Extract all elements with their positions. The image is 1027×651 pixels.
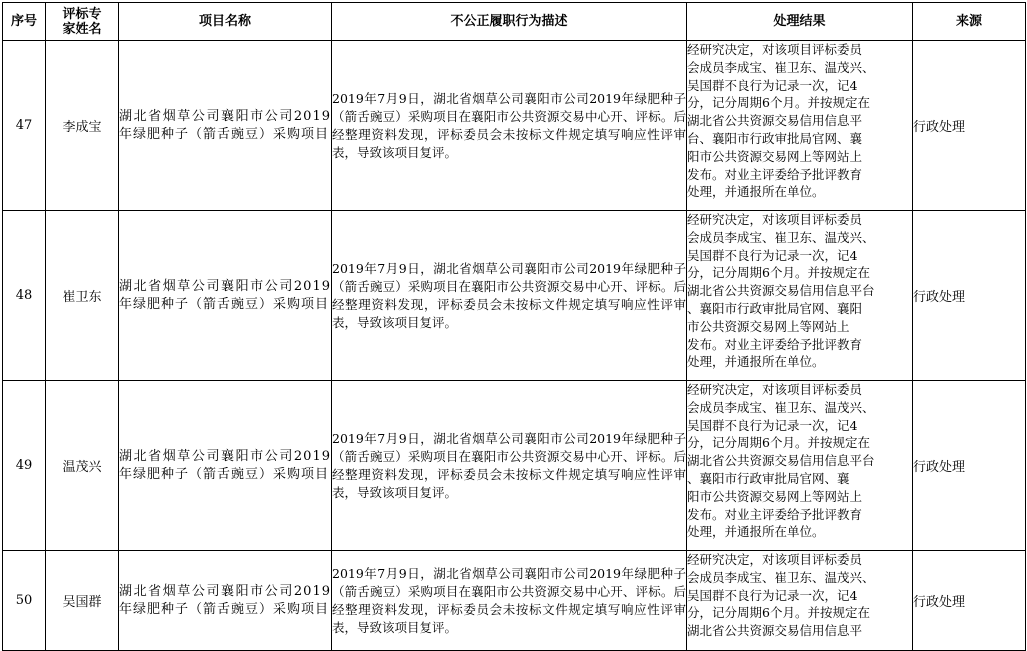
- header-source: 来源: [913, 3, 1026, 41]
- result-text: 经研究决定，对该项目评标委员 会成员李成宝、崔卫东、温茂兴、 吴国群不良行为记录一次，记4 分，记分周期6个月。并按规定在 湖北省公共资源交易信用信息平: [687, 551, 913, 651]
- expert-name: 吴国群: [46, 551, 119, 651]
- project-name: 湖北省烟草公司襄阳市公司2019年绿肥种子（箭舌豌豆）采购项目: [119, 551, 332, 651]
- header-row: [3, 3, 1026, 41]
- row-number: 50: [3, 551, 46, 651]
- header-result: 处理结果: [687, 3, 913, 41]
- penalty-table: [2, 2, 1026, 651]
- expert-name: 李成宝: [46, 41, 119, 211]
- table-row: [3, 211, 1026, 381]
- source-text: 行政处理: [913, 551, 1026, 651]
- header-no: 序号: [3, 3, 46, 41]
- behavior-description: 2019年7月9日，湖北省烟草公司襄阳市公司2019年绿肥种子（箭舌豌豆）采购项目在襄阳市公共资源交易中心开、评标。后经整理资料发现，评标委员会未按标文件规定填写响应性评审表，导致该项目复评。: [332, 551, 687, 651]
- header-project-name: 项目名称: [119, 3, 332, 41]
- table-row: [3, 41, 1026, 211]
- source-text: 行政处理: [913, 41, 1026, 211]
- table-row: [3, 551, 1026, 651]
- row-number: 47: [3, 41, 46, 211]
- behavior-description: 2019年7月9日，湖北省烟草公司襄阳市公司2019年绿肥种子（箭舌豌豆）采购项目在襄阳市公共资源交易中心开、评标。后经整理资料发现，评标委员会未按标文件规定填写响应性评审表，导致该项目复评。: [332, 41, 687, 211]
- result-text: 经研究决定，对该项目评标委员 会成员李成宝、崔卫东、温茂兴、 吴国群不良行为记录一次，记4 分，记分周期6个月。并按规定在 湖北省公共资源交易信用信息平台 、襄阳市行政审批局官网、襄 阳市公共资源交易网上等网站上 发布。对业主评委给予批评教育 处理，并通报所在单位。: [687, 381, 913, 551]
- header-expert-name: 评标专 家姓名: [46, 3, 119, 41]
- row-number: 49: [3, 381, 46, 551]
- source-text: 行政处理: [913, 381, 1026, 551]
- result-text: 经研究决定，对该项目评标委员 会成员李成宝、崔卫东、温茂兴、 吴国群不良行为记录一次，记4 分，记分周期6个月。并按规定在 湖北省公共资源交易信用信息平台 、襄阳市行政审批局官网、襄阳 市公共资源交易网上等网站上 发布。对业主评委给予批评教育 处理，并通报所在单位。: [687, 211, 913, 381]
- behavior-description: 2019年7月9日，湖北省烟草公司襄阳市公司2019年绿肥种子（箭舌豌豆）采购项目在襄阳市公共资源交易中心开、评标。后经整理资料发现，评标委员会未按标文件规定填写响应性评审表，导致该项目复评。: [332, 211, 687, 381]
- project-name: 湖北省烟草公司襄阳市公司2019年绿肥种子（箭舌豌豆）采购项目: [119, 41, 332, 211]
- behavior-description: 2019年7月9日，湖北省烟草公司襄阳市公司2019年绿肥种子（箭舌豌豆）采购项目在襄阳市公共资源交易中心开、评标。后经整理资料发现，评标委员会未按标文件规定填写响应性评审表，导致该项目复评。: [332, 381, 687, 551]
- header-behavior-description: 不公正履职行为描述: [332, 3, 687, 41]
- project-name: 湖北省烟草公司襄阳市公司2019年绿肥种子（箭舌豌豆）采购项目: [119, 381, 332, 551]
- row-number: 48: [3, 211, 46, 381]
- source-text: 行政处理: [913, 211, 1026, 381]
- table-row: [3, 381, 1026, 551]
- result-text: 经研究决定，对该项目评标委员 会成员李成宝、崔卫东、温茂兴、 吴国群不良行为记录一次，记4 分，记分周期6个月。并按规定在 湖北省公共资源交易信用信息平 台、襄阳市行政审批局官网、襄 阳市公共资源交易网上等网站上 发布。对业主评委给予批评教育 处理，并通报所在单位。: [687, 41, 913, 211]
- project-name: 湖北省烟草公司襄阳市公司2019年绿肥种子（箭舌豌豆）采购项目: [119, 211, 332, 381]
- expert-name: 温茂兴: [46, 381, 119, 551]
- expert-name: 崔卫东: [46, 211, 119, 381]
